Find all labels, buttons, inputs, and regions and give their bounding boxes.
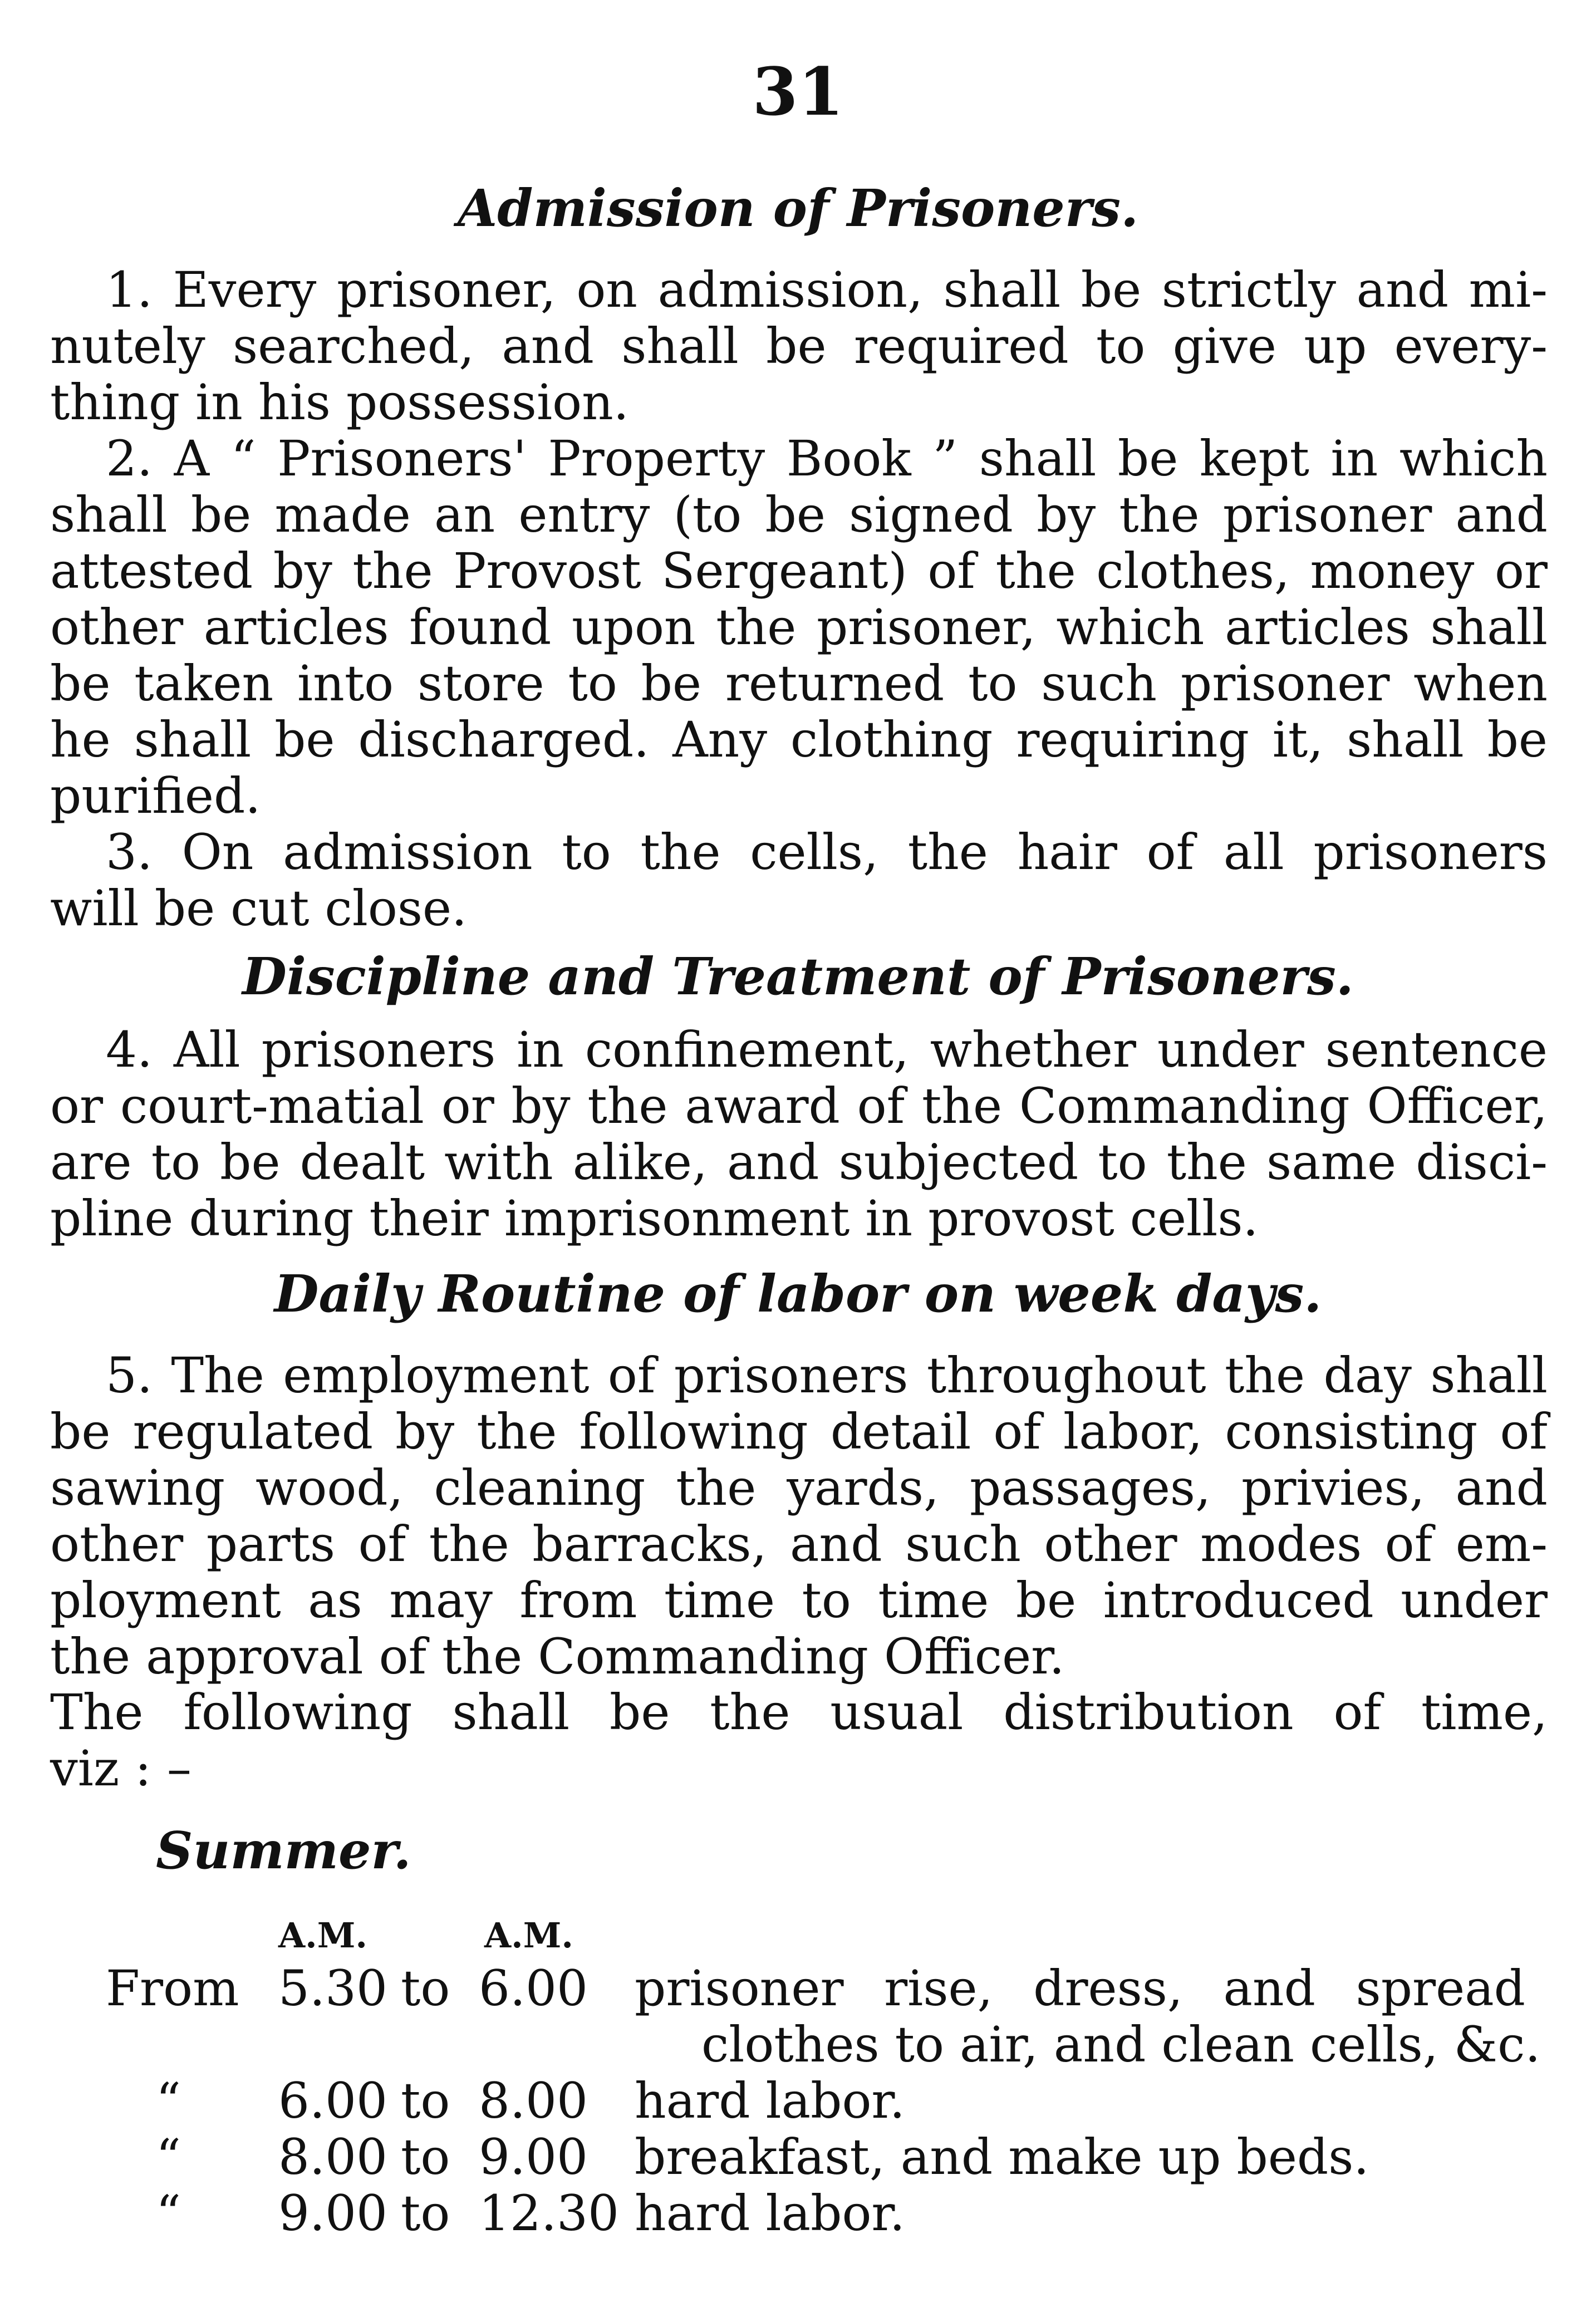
page-number: 31 [752, 53, 844, 130]
paragraph-6 [50, 1684, 1548, 1796]
schedule-row [0, 2128, 1596, 2185]
schedule-end-time: 6.00 [479, 1960, 588, 2017]
paragraph-1-line: 1. Every prisoner, on admission, shall be strictly and mi- [106, 261, 1548, 318]
paragraph-1-line: nutely searched, and shall be required to give up every- [50, 317, 1548, 375]
paragraph-2-line: other articles found upon the prisoner, which articles shall [50, 598, 1548, 656]
schedule-end-time: 8.00 [479, 2072, 588, 2129]
paragraph-5-line: be regulated by the following detail of labor, consisting of [50, 1403, 1548, 1460]
paragraph-6-line: The following shall be the usual distribution of time, [50, 1683, 1548, 1741]
schedule-activity: breakfast, and make up beds. [635, 2128, 1369, 2186]
paragraph-2 [50, 430, 1548, 824]
schedule-from: From [106, 1960, 239, 2017]
ditto-mark: “ [156, 2185, 181, 2242]
paragraph-3 [50, 824, 1548, 936]
schedule-activity: prisoner rise, dress, and spread [635, 1960, 1525, 2017]
schedule-row [0, 2185, 1596, 2241]
paragraph-6-line: viz : – [50, 1740, 191, 1797]
paragraph-2-line: attested by the Provost Sergeant) of the clothes, money or [50, 542, 1548, 600]
paragraph-2-line: shall be made an entry (to be signed by the prisoner and [50, 486, 1548, 543]
schedule-row [0, 2072, 1596, 2128]
paragraph-5-line: ployment as may from time to time be introduced under [50, 1572, 1548, 1629]
paragraph-2-line: he shall be discharged. Any clothing requiring it, shall be [50, 711, 1548, 768]
schedule-activity: hard labor. [635, 2185, 905, 2242]
ditto-mark: “ [156, 2072, 181, 2129]
paragraph-2-line: be taken into store to be returned to such prisoner when [50, 655, 1548, 712]
paragraph-2-line: purified. [50, 767, 261, 824]
column-header-start: A.M. [278, 1915, 367, 1956]
heading-discipline-and-treatment: Discipline and Treatment of Prisoners. [242, 946, 1354, 1007]
heading-admission-of-prisoners: Admission of Prisoners. [457, 178, 1139, 238]
schedule-start-time: 6.00 [278, 2072, 387, 2129]
schedule-to: to [401, 2072, 450, 2129]
paragraph-5-line: other parts of the barracks, and such other modes of em- [50, 1515, 1548, 1573]
schedule-to: to [401, 1960, 450, 2017]
column-header-end: A.M. [484, 1915, 573, 1956]
paragraph-5-line: 5. The employment of prisoners throughout the day shall [106, 1347, 1548, 1404]
schedule-start-time: 9.00 [278, 2185, 387, 2242]
schedule-activity-continuation: clothes to air, and clean cells, &c. [701, 2016, 1541, 2073]
schedule-activity: hard labor. [635, 2072, 905, 2129]
schedule-to: to [401, 2128, 450, 2186]
paragraph-4 [50, 1022, 1548, 1246]
schedule-start-time: 5.30 [278, 1960, 387, 2017]
paragraph-5-line: the approval of the Commanding Officer. [50, 1628, 1065, 1685]
heading-daily-routine: Daily Routine of labor on week days. [274, 1264, 1322, 1324]
schedule-to: to [401, 2185, 450, 2242]
schedule-end-time: 12.30 [479, 2185, 619, 2242]
paragraph-5 [50, 1347, 1548, 1685]
paragraph-4-line: or court-matial or by the award of the Commanding Officer, [50, 1077, 1548, 1135]
ditto-mark: “ [156, 2128, 181, 2186]
paragraph-1-line: thing in his possession. [50, 374, 629, 431]
paragraph-5-line: sawing wood, cleaning the yards, passages, privies, and [50, 1459, 1548, 1516]
paragraph-1 [50, 262, 1548, 430]
paragraph-4-line: pline during their imprisonment in provost cells. [50, 1190, 1259, 1247]
paragraph-3-line: 3. On admission to the cells, the hair of all prisoners [106, 823, 1548, 881]
schedule-end-time: 9.00 [479, 2128, 588, 2186]
paragraph-2-line: 2. A “ Prisoners' Property Book ” shall be kept in which [106, 430, 1548, 487]
paragraph-4-line: are to be dealt with alike, and subjected to the same disci- [50, 1133, 1548, 1191]
schedule-row-continuation [0, 2016, 1596, 2072]
paragraph-4-line: 4. All prisoners in confinement, whether under sentence [106, 1021, 1548, 1078]
paragraph-3-line: will be cut close. [50, 880, 468, 937]
schedule-start-time: 8.00 [278, 2128, 387, 2186]
schedule-row [0, 1960, 1596, 2016]
season-heading: Summer. [156, 1820, 411, 1881]
